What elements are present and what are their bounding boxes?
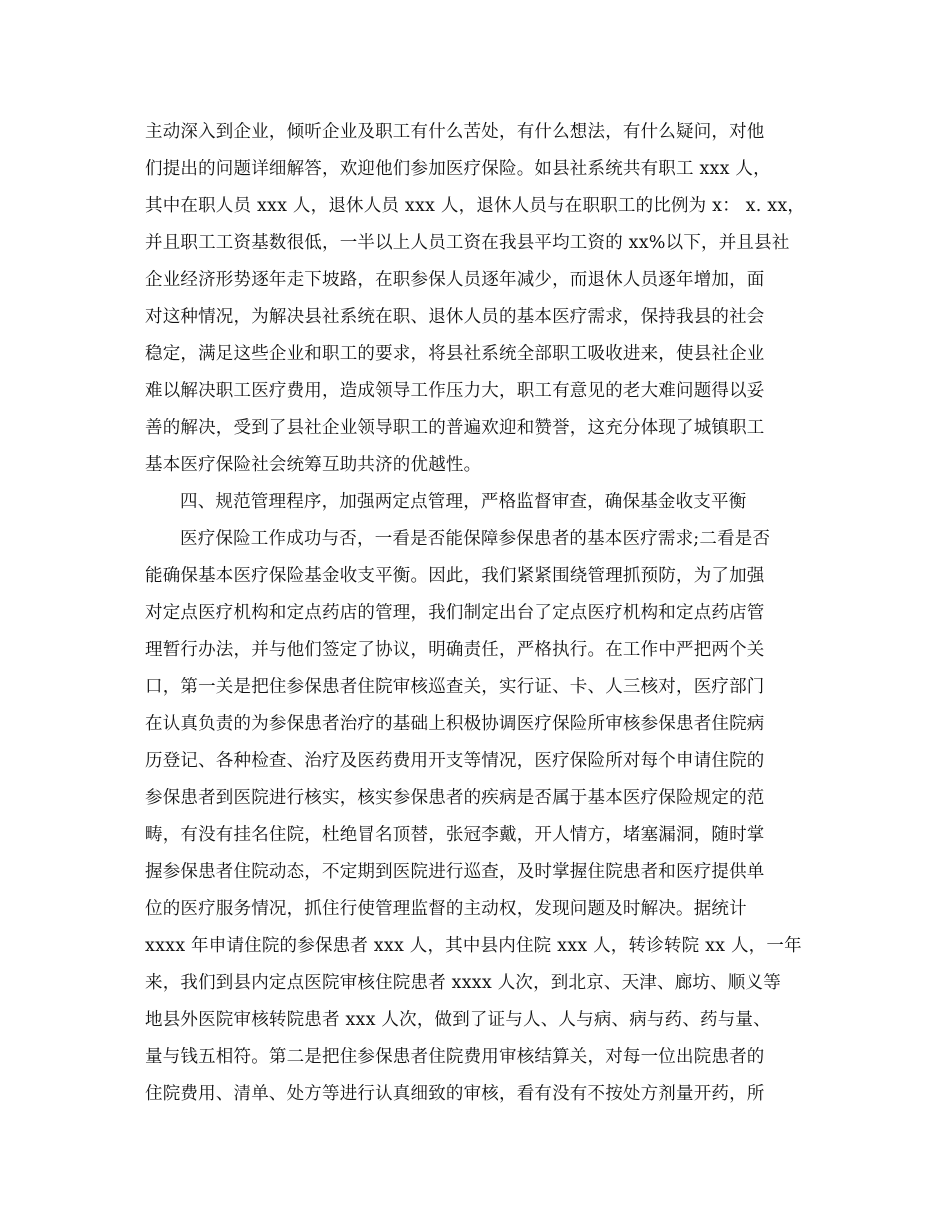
text-line: 们提出的问题详细解答，欢迎他们参加医疗保险。如县社系统共有职工 xxx 人，: [145, 159, 771, 179]
text-line: 稳定，满足这些企业和职工的要求，将县社系统全部职工吸收进来，使县社企业: [145, 344, 765, 364]
text-line: 难以解决职工医疗费用，造成领导工作压力大，职工有意见的老大难问题得以妥: [145, 381, 765, 401]
text-line: 企业经济形势逐年走下坡路，在职参保人员逐年减少，而退休人员逐年增加，面: [145, 270, 765, 290]
text-line: 主动深入到企业，倾听企业及职工有什么苦处，有什么想法，有什么疑问，对他: [145, 122, 765, 142]
text-line: 畴，有没有挂名住院，杜绝冒名顶替，张冠李戴，开人情方，堵塞漏洞，随时掌: [145, 825, 765, 845]
text-line: 在认真负责的为参保患者治疗的基础上积极协调医疗保险所审核参保患者住院病: [145, 714, 765, 734]
text-line: 历登记、各种检查、治疗及医药费用开支等情况，医疗保险所对每个申请住院的: [145, 751, 765, 771]
text-line: 来，我们到县内定点医院审核住院患者 xxxx 人次，到北京、天津、廊坊、顺义等: [145, 973, 781, 993]
text-line: 位的医疗服务情况，抓住行使管理监督的主动权，发现问题及时解决。据统计: [145, 899, 747, 919]
text-line: xxxx 年申请住院的参保患者 xxx 人，其中县内住院 xxx 人，转诊转院 xx 人，一年: [145, 936, 802, 956]
text-line: 对这种情况，为解决县社系统在职、退休人员的基本医疗需求，保持我县的社会: [145, 307, 765, 327]
text-line: 医疗保险工作成功与否，一看是否能保障参保患者的基本医疗需求;二看是否: [180, 529, 771, 549]
text-line: 量与钱五相符。第二是把住参保患者住院费用审核结算关，对每一位出院患者的: [145, 1047, 765, 1067]
text-line: 理暂行办法，并与他们签定了协议，明确责任，严格执行。在工作中严把两个关: [145, 640, 765, 660]
text-line: 基本医疗保险社会统筹互助共济的优越性。: [145, 455, 482, 475]
text-line: 其中在职人员 xxx 人，退休人员 xxx 人，退休人员与在职职工的比例为 x： x. xx，: [145, 196, 806, 216]
section-heading: 四、规范管理程序，加强两定点管理，严格监督审查，确保基金收支平衡: [180, 492, 747, 512]
text-line: 地县外医院审核转院患者 xxx 人次，做到了证与人、人与病、病与药、药与量、: [145, 1010, 771, 1030]
text-line: 善的解决，受到了县社企业领导职工的普遍欢迎和赞誉，这充分体现了城镇职工: [145, 418, 765, 438]
text-line: 口，第一关是把住参保患者住院审核巡查关，实行证、卡、人三核对，医疗部门: [145, 677, 765, 697]
text-line: 并且职工工资基数很低，一半以上人员工资在我县平均工资的 xx%以下，并且县社: [145, 233, 790, 253]
text-line: 对定点医疗机构和定点药店的管理，我们制定出台了定点医疗机构和定点药店管: [145, 603, 765, 623]
text-line: 住院费用、清单、处方等进行认真细致的审核，看有没有不按处方剂量开药，所: [145, 1084, 765, 1104]
text-line: 握参保患者住院动态，不定期到医院进行巡查，及时掌握住院患者和医疗提供单: [145, 862, 765, 882]
text-line: 能确保基本医疗保险基金收支平衡。因此，我们紧紧围绕管理抓预防，为了加强: [145, 566, 765, 586]
text-line: 参保患者到医院进行核实，核实参保患者的疾病是否属于基本医疗保险规定的范: [145, 788, 765, 808]
